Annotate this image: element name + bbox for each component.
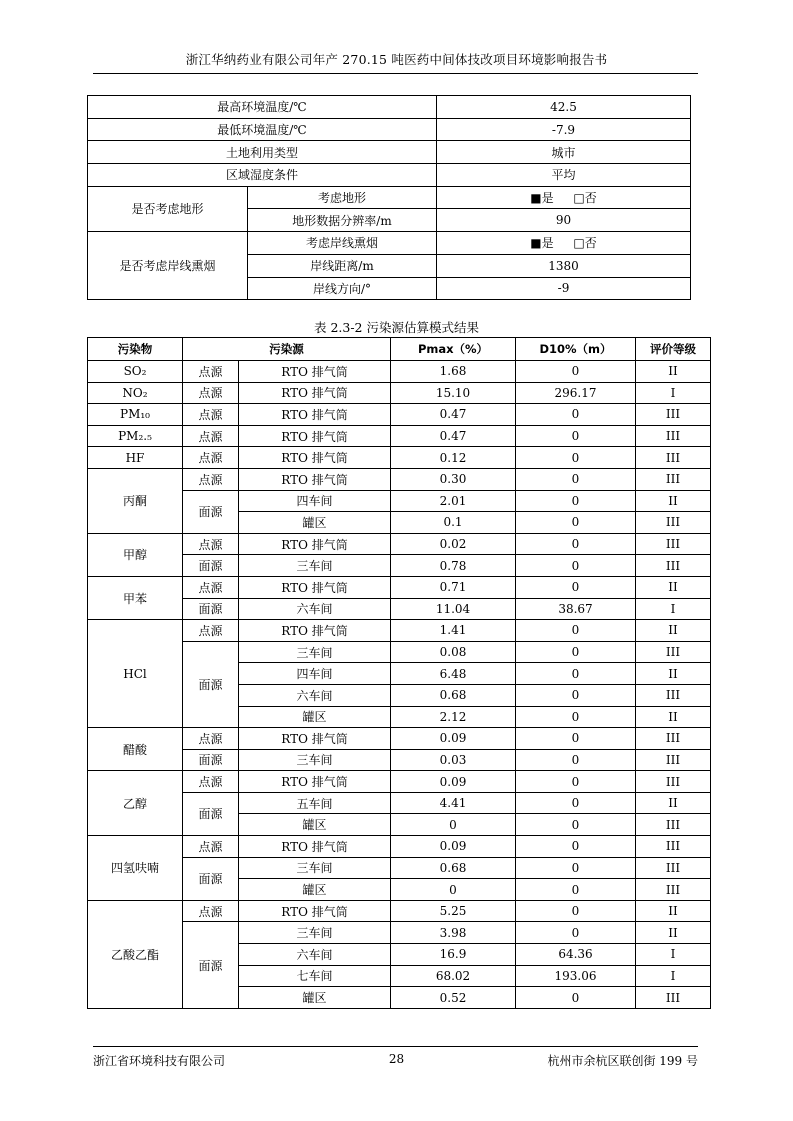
col-header-grade: 评价等级 xyxy=(636,338,711,361)
header-divider xyxy=(93,73,698,74)
d10-cell: 0 xyxy=(516,512,636,534)
footer-divider xyxy=(93,1046,698,1047)
grade-cell: III xyxy=(636,749,711,771)
param-label: 区域湿度条件 xyxy=(88,164,437,187)
checked-yes: ■是 xyxy=(530,236,554,251)
grade-cell: III xyxy=(636,404,711,426)
source-name-cell: 罐区 xyxy=(239,987,391,1009)
d10-cell: 0 xyxy=(516,684,636,706)
d10-cell: 0 xyxy=(516,728,636,750)
param-group-label: 是否考虑地形 xyxy=(88,186,248,231)
table-row xyxy=(88,382,711,404)
table-row xyxy=(88,232,691,255)
footer-company: 浙江省环境科技有限公司 xyxy=(93,1054,226,1068)
footer-address: 杭州市余杭区联创街 199 号 xyxy=(547,1054,698,1068)
grade-cell: III xyxy=(636,771,711,793)
grade-cell: III xyxy=(636,533,711,555)
table-row xyxy=(88,468,711,490)
source-name-cell: RTO 排气筒 xyxy=(239,576,391,598)
grade-cell: II xyxy=(636,706,711,728)
source-type-cell: 点源 xyxy=(183,447,239,469)
pmax-cell: 0 xyxy=(391,879,516,901)
table-row xyxy=(88,900,711,922)
pmax-cell: 0.47 xyxy=(391,404,516,426)
param-label: 最低环境温度/℃ xyxy=(88,118,437,141)
param-value: -7.9 xyxy=(437,118,691,141)
param-value: -9 xyxy=(437,277,691,300)
d10-cell: 0 xyxy=(516,490,636,512)
source-type-cell: 面源 xyxy=(183,857,239,900)
source-name-cell: 六车间 xyxy=(239,944,391,966)
source-name-cell: 三车间 xyxy=(239,555,391,577)
source-type-cell: 点源 xyxy=(183,533,239,555)
grade-cell: II xyxy=(636,922,711,944)
param-value: 平均 xyxy=(437,164,691,187)
grade-cell: I xyxy=(636,965,711,987)
table-row xyxy=(88,836,711,858)
pollutant-cell: 甲醇 xyxy=(88,533,183,576)
pollutant-cell: HF xyxy=(88,447,183,469)
d10-cell: 0 xyxy=(516,425,636,447)
d10-cell: 0 xyxy=(516,922,636,944)
pollutant-cell: PM₁₀ xyxy=(88,404,183,426)
table-row xyxy=(88,425,711,447)
source-name-cell: RTO 排气筒 xyxy=(239,533,391,555)
pmax-cell: 0.71 xyxy=(391,576,516,598)
d10-cell: 0 xyxy=(516,857,636,879)
unchecked-no: □否 xyxy=(573,191,597,206)
source-type-cell: 点源 xyxy=(183,620,239,642)
pmax-cell: 0.12 xyxy=(391,447,516,469)
col-header-d10: D10%（m） xyxy=(516,338,636,361)
d10-cell: 64.36 xyxy=(516,944,636,966)
source-name-cell: 三车间 xyxy=(239,922,391,944)
source-name-cell: RTO 排气筒 xyxy=(239,620,391,642)
grade-cell: III xyxy=(636,447,711,469)
source-name-cell: RTO 排气筒 xyxy=(239,382,391,404)
pmax-cell: 0.1 xyxy=(391,512,516,534)
source-name-cell: 六车间 xyxy=(239,598,391,620)
pmax-cell: 0.78 xyxy=(391,555,516,577)
source-type-cell: 面源 xyxy=(183,641,239,727)
grade-cell: I xyxy=(636,382,711,404)
param-label: 岸线距离/m xyxy=(248,254,437,277)
grade-cell: II xyxy=(636,576,711,598)
pmax-cell: 11.04 xyxy=(391,598,516,620)
param-value xyxy=(437,232,691,255)
table-row xyxy=(88,771,711,793)
grade-cell: II xyxy=(636,620,711,642)
grade-cell: III xyxy=(636,684,711,706)
pmax-cell: 0 xyxy=(391,814,516,836)
source-name-cell: 三车间 xyxy=(239,857,391,879)
grade-cell: II xyxy=(636,490,711,512)
d10-cell: 0 xyxy=(516,792,636,814)
param-label: 地形数据分辨率/m xyxy=(248,209,437,232)
source-type-cell: 点源 xyxy=(183,728,239,750)
grade-cell: III xyxy=(636,468,711,490)
d10-cell: 0 xyxy=(516,771,636,793)
source-type-cell: 点源 xyxy=(183,468,239,490)
grade-cell: III xyxy=(636,425,711,447)
table-row xyxy=(88,533,711,555)
grade-cell: III xyxy=(636,555,711,577)
table-row xyxy=(88,361,711,383)
grade-cell: II xyxy=(636,900,711,922)
grade-cell: III xyxy=(636,836,711,858)
source-type-cell: 面源 xyxy=(183,749,239,771)
grade-cell: II xyxy=(636,361,711,383)
d10-cell: 0 xyxy=(516,447,636,469)
grade-cell: I xyxy=(636,598,711,620)
grade-cell: III xyxy=(636,879,711,901)
table-row xyxy=(88,118,691,141)
source-name-cell: RTO 排气筒 xyxy=(239,361,391,383)
col-header-source: 污染源 xyxy=(183,338,391,361)
d10-cell: 296.17 xyxy=(516,382,636,404)
d10-cell: 0 xyxy=(516,641,636,663)
pollutant-cell: NO₂ xyxy=(88,382,183,404)
d10-cell: 0 xyxy=(516,555,636,577)
d10-cell: 0 xyxy=(516,706,636,728)
param-group-label: 是否考虑岸线熏烟 xyxy=(88,232,248,300)
col-header-pollutant: 污染物 xyxy=(88,338,183,361)
source-name-cell: 六车间 xyxy=(239,684,391,706)
param-label: 岸线方向/° xyxy=(248,277,437,300)
d10-cell: 0 xyxy=(516,749,636,771)
pmax-cell: 2.01 xyxy=(391,490,516,512)
param-value xyxy=(437,186,691,209)
table-row xyxy=(88,620,711,642)
pollutant-cell: 丙酮 xyxy=(88,468,183,533)
d10-cell: 0 xyxy=(516,663,636,685)
source-type-cell: 点源 xyxy=(183,771,239,793)
source-name-cell: RTO 排气筒 xyxy=(239,728,391,750)
d10-cell: 0 xyxy=(516,836,636,858)
pmax-cell: 2.12 xyxy=(391,706,516,728)
source-name-cell: RTO 排气筒 xyxy=(239,836,391,858)
pollutant-cell: 醋酸 xyxy=(88,728,183,771)
d10-cell: 0 xyxy=(516,987,636,1009)
source-type-cell: 面源 xyxy=(183,555,239,577)
table-row xyxy=(88,576,711,598)
source-name-cell: 四车间 xyxy=(239,490,391,512)
pmax-cell: 0.68 xyxy=(391,857,516,879)
unchecked-no: □否 xyxy=(573,236,597,251)
d10-cell: 0 xyxy=(516,620,636,642)
source-name-cell: 罐区 xyxy=(239,879,391,901)
pmax-cell: 0.52 xyxy=(391,987,516,1009)
pollutant-cell: 乙酸乙酯 xyxy=(88,900,183,1008)
source-name-cell: RTO 排气筒 xyxy=(239,900,391,922)
pmax-cell: 15.10 xyxy=(391,382,516,404)
source-type-cell: 点源 xyxy=(183,576,239,598)
source-type-cell: 面源 xyxy=(183,792,239,835)
d10-cell: 193.06 xyxy=(516,965,636,987)
pollutant-cell: 四氢呋喃 xyxy=(88,836,183,901)
source-type-cell: 点源 xyxy=(183,900,239,922)
source-type-cell: 面源 xyxy=(183,598,239,620)
source-name-cell: 三车间 xyxy=(239,749,391,771)
param-value: 1380 xyxy=(437,254,691,277)
page-header-title: 浙江华纳药业有限公司年产 270.15 吨医药中间体技改项目环境影响报告书 xyxy=(185,52,608,67)
pmax-cell: 5.25 xyxy=(391,900,516,922)
source-name-cell: 罐区 xyxy=(239,814,391,836)
pmax-cell: 0.68 xyxy=(391,684,516,706)
source-name-cell: RTO 排气筒 xyxy=(239,771,391,793)
table-header-row xyxy=(88,338,711,361)
grade-cell: III xyxy=(636,728,711,750)
source-type-cell: 点源 xyxy=(183,382,239,404)
pollutant-cell: 乙醇 xyxy=(88,771,183,836)
page-number: 28 xyxy=(388,1052,405,1066)
param-label: 土地利用类型 xyxy=(88,141,437,164)
source-name-cell: 罐区 xyxy=(239,512,391,534)
pmax-cell: 0.02 xyxy=(391,533,516,555)
source-name-cell: 七车间 xyxy=(239,965,391,987)
d10-cell: 0 xyxy=(516,900,636,922)
table-row xyxy=(88,728,711,750)
pmax-cell: 0.03 xyxy=(391,749,516,771)
source-type-cell: 面源 xyxy=(183,922,239,1008)
pollutant-cell: PM₂.₅ xyxy=(88,425,183,447)
pmax-cell: 0.09 xyxy=(391,836,516,858)
pmax-cell: 16.9 xyxy=(391,944,516,966)
pmax-cell: 4.41 xyxy=(391,792,516,814)
param-value: 城市 xyxy=(437,141,691,164)
d10-cell: 0 xyxy=(516,576,636,598)
source-name-cell: 三车间 xyxy=(239,641,391,663)
table-row xyxy=(88,164,691,187)
pmax-cell: 3.98 xyxy=(391,922,516,944)
col-header-pmax: Pmax（%） xyxy=(391,338,516,361)
param-value: 42.5 xyxy=(437,96,691,119)
pmax-cell: 1.41 xyxy=(391,620,516,642)
d10-cell: 38.67 xyxy=(516,598,636,620)
source-name-cell: 四车间 xyxy=(239,663,391,685)
source-type-cell: 点源 xyxy=(183,404,239,426)
table-row xyxy=(88,141,691,164)
source-type-cell: 点源 xyxy=(183,361,239,383)
d10-cell: 0 xyxy=(516,533,636,555)
source-name-cell: RTO 排气筒 xyxy=(239,404,391,426)
pollution-estimate-results-table xyxy=(87,337,711,1009)
d10-cell: 0 xyxy=(516,468,636,490)
pmax-cell: 0.09 xyxy=(391,728,516,750)
grade-cell: I xyxy=(636,944,711,966)
grade-cell: II xyxy=(636,792,711,814)
table-row xyxy=(88,404,711,426)
source-name-cell: RTO 排气筒 xyxy=(239,425,391,447)
pollutant-cell: 甲苯 xyxy=(88,576,183,619)
source-name-cell: RTO 排气筒 xyxy=(239,468,391,490)
pmax-cell: 1.68 xyxy=(391,361,516,383)
param-value: 90 xyxy=(437,209,691,232)
table-row xyxy=(88,186,691,209)
source-type-cell: 点源 xyxy=(183,836,239,858)
grade-cell: III xyxy=(636,814,711,836)
param-label: 考虑岸线熏烟 xyxy=(248,232,437,255)
pmax-cell: 0.08 xyxy=(391,641,516,663)
checked-yes: ■是 xyxy=(530,191,554,206)
pmax-cell: 0.30 xyxy=(391,468,516,490)
table-caption: 表 2.3-2 污染源估算模式结果 xyxy=(313,320,479,335)
d10-cell: 0 xyxy=(516,404,636,426)
pollutant-cell: SO₂ xyxy=(88,361,183,383)
pollutant-cell: HCl xyxy=(88,620,183,728)
table-row xyxy=(88,96,691,119)
model-parameters-table xyxy=(87,95,691,300)
grade-cell: III xyxy=(636,512,711,534)
d10-cell: 0 xyxy=(516,361,636,383)
pmax-cell: 0.09 xyxy=(391,771,516,793)
source-type-cell: 点源 xyxy=(183,425,239,447)
param-label: 最高环境温度/℃ xyxy=(88,96,437,119)
source-name-cell: RTO 排气筒 xyxy=(239,447,391,469)
source-name-cell: 五车间 xyxy=(239,792,391,814)
table-row xyxy=(88,447,711,469)
pmax-cell: 68.02 xyxy=(391,965,516,987)
grade-cell: II xyxy=(636,663,711,685)
d10-cell: 0 xyxy=(516,814,636,836)
source-type-cell: 面源 xyxy=(183,490,239,533)
d10-cell: 0 xyxy=(516,879,636,901)
grade-cell: III xyxy=(636,641,711,663)
grade-cell: III xyxy=(636,987,711,1009)
grade-cell: III xyxy=(636,857,711,879)
pmax-cell: 6.48 xyxy=(391,663,516,685)
param-label: 考虑地形 xyxy=(248,186,437,209)
pmax-cell: 0.47 xyxy=(391,425,516,447)
source-name-cell: 罐区 xyxy=(239,706,391,728)
